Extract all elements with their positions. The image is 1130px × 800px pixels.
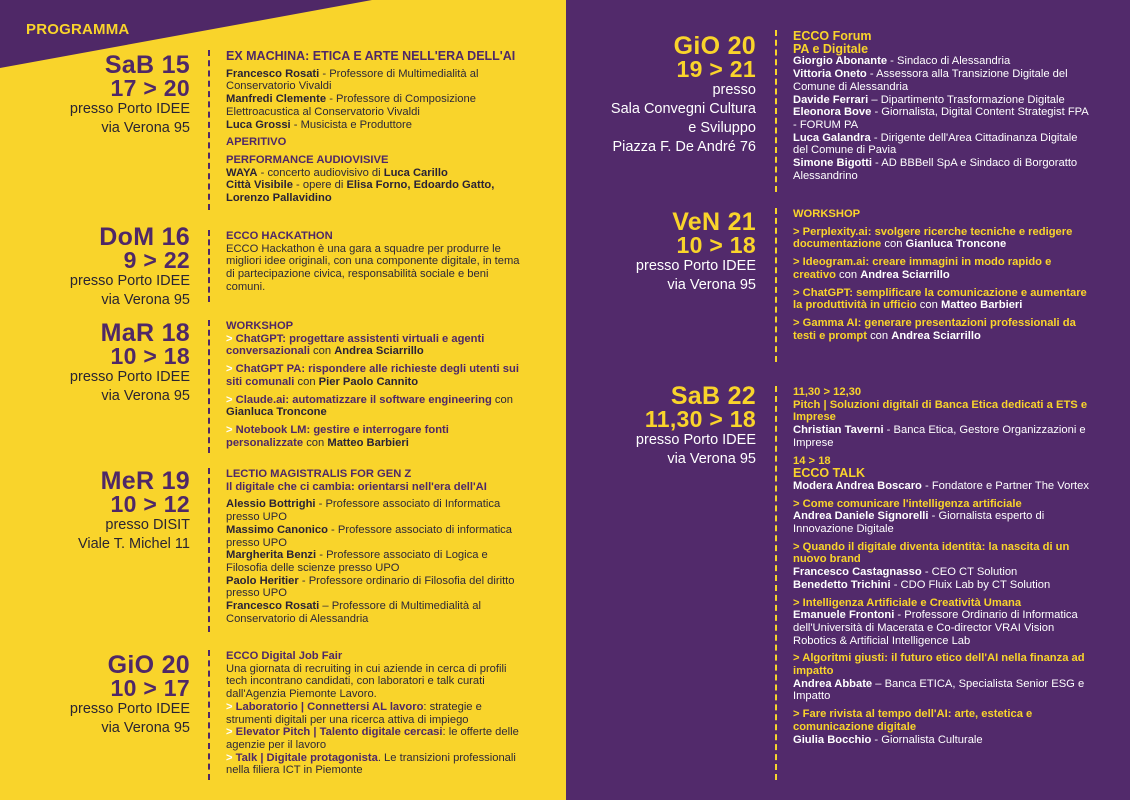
date-ven-21 — [636, 210, 756, 295]
speaker-name: Christian Taverni — [793, 424, 884, 437]
location-line: via Verona 95 — [101, 388, 190, 404]
author-name: Luca Carillo — [383, 166, 448, 179]
event-title: ECCO HACKATHON — [226, 230, 333, 242]
time-label: 9 > 22 — [123, 247, 190, 273]
location-line: Sala Convegni Cultura — [610, 101, 756, 117]
location-line: presso Porto IDEE — [69, 701, 190, 717]
workshop-title: Notebook LM: gestire e interrogare fonti personalizzate — [226, 423, 449, 449]
talk-item-title: Intelligenza Artificiale e Creatività Umana — [802, 596, 1022, 609]
with-label: con — [491, 393, 513, 406]
workshop-title: Claude.ai: automatizzare il software engineering — [235, 393, 492, 406]
day-label: DoM 16 — [99, 223, 190, 251]
trainer-name: Andrea Sciarrillo — [891, 329, 981, 342]
speaker-name: Alessio Bottrighi — [226, 498, 316, 511]
speaker-name: Francesco Rosati — [226, 600, 320, 613]
speaker-role: – Banca ETICA, Specialista Senior ESG e Impatto — [793, 677, 1085, 703]
event-description: Una giornata di recruiting in cui aziende in cerca di profili tech incontrano candidati, con laboratori e talk curati dall'Agenzia Piemonte Lavoro. — [226, 662, 507, 701]
location-line: via Verona 95 — [101, 292, 190, 308]
date-dom-16 — [70, 225, 190, 310]
talk-item: > Come comunicare l'intelligenza artificiale Andrea Daniele Signorelli - Giornalista esperto di Innovazione Digitale — [793, 497, 1045, 536]
location-line: presso Porto IDEE — [635, 258, 756, 274]
aperitivo-label: APERITIVO — [226, 136, 287, 149]
item-text: . Le transizioni professionali nella filiera ICT in Piemonte — [226, 751, 516, 777]
date-gio-20-job-fair — [70, 653, 190, 738]
location-line: via Verona 95 — [101, 120, 190, 136]
date-mar-18 — [70, 321, 190, 406]
speaker-name: Francesco Rosati — [226, 67, 320, 80]
performer-name: Città Visibile — [226, 179, 293, 192]
workshop-item: > ChatGPT PA: rispondere alle richieste degli utenti sui siti comunali con Pier Paolo Cannito — [226, 363, 519, 388]
event-title: ECCO Forum — [793, 29, 872, 43]
date-mer-19 — [78, 469, 190, 554]
workshop-title: Gamma AI: generare presentazioni professionali da testi e prompt — [793, 316, 1076, 342]
speaker-role: - Giornalista Culturale — [871, 733, 983, 746]
event-title: EX MACHINA: ETICA E ARTE NELL'ERA DELL'AI — [226, 49, 516, 63]
location-line: via Verona 95 — [101, 720, 190, 736]
with-label: con — [916, 299, 941, 312]
performances — [226, 154, 526, 205]
workshop-item: > ChatGPT: progettare assistenti virtuali e agenti conversazionali con Andrea Sciarrillo — [226, 332, 485, 358]
speaker-name: Simone Bigotti — [793, 157, 872, 170]
speaker-role: - CDO Fluix Lab by CT Solution — [890, 578, 1051, 591]
time-label: 10 > 18 — [110, 343, 190, 369]
workshop-title: Perplexity.ai: svolgere ricerche tecniche e redigere documentazione — [793, 225, 1073, 251]
performer-name: WAYA — [226, 166, 258, 179]
with-label: con — [294, 375, 319, 388]
workshop-title: ChatGPT: progettare assistenti virtuali e agenti conversazionali — [226, 332, 485, 358]
event-workshop-18 — [208, 320, 526, 453]
trainer-name: Pier Paolo Cannito — [318, 375, 419, 388]
speaker-role: - Professore associato di Logica e Filosofia delle scienze presso UPO — [226, 549, 488, 574]
speaker-name: Massimo Canonico — [226, 523, 328, 536]
speaker-role: - Banca Etica, Gestore Organizzazioni e Imprese — [793, 424, 1086, 449]
workshop-item: > Ideogram.ai: creare immagini in modo rapido e creativo con Andrea Sciarrillo — [793, 256, 1052, 281]
speaker-role: - Professore di Composizione Elettroacustica al Conservatorio Vivaldi — [226, 93, 476, 118]
workshop-item: > Claude.ai: automatizzare il software engineering con Gianluca Troncone — [226, 393, 513, 419]
event-sab-22 — [775, 386, 1089, 780]
location-line: presso Porto IDEE — [69, 273, 190, 289]
programme-heading: PROGRAMMA — [26, 21, 130, 38]
location-line: presso Porto IDEE — [69, 369, 190, 385]
speaker-name: Davide Ferrari — [793, 93, 869, 106]
location-line: presso — [712, 82, 756, 98]
speaker-role: - Assessora alla Transizione Digitale del Comune di Alessandria — [793, 68, 1068, 93]
author-name: Elisa Forno, Edoardo Gatto, Lorenzo Pallavidino — [226, 179, 495, 205]
location-line: Piazza F. De André 76 — [612, 139, 756, 155]
item-title: Laboratorio | Connettersi AL lavoro — [235, 700, 424, 713]
location-line: presso Porto IDEE — [69, 101, 190, 117]
speakers — [226, 498, 526, 625]
speaker-role: - AD BBBell SpA e Sindaco di Borgoratto Alessandrino — [793, 157, 1078, 182]
speaker-role: – Professore di Multimedialità al Conservatorio di Alessandria — [226, 600, 481, 625]
speaker-role: - Professore di Multimedialità al Conservatorio Vivaldi — [226, 67, 479, 93]
speaker-role: - Professore ordinario di Filosofia del diritto presso UPO — [226, 574, 515, 600]
time-label: 11,30 > 18 — [644, 406, 756, 432]
time-label: 10 > 18 — [676, 232, 756, 258]
trainer-name: Gianluca Troncone — [226, 406, 327, 419]
speaker-name: Manfredi Clemente — [226, 93, 327, 106]
trainer-name: Andrea Sciarrillo — [860, 268, 950, 281]
event-subtitle: PA e Digitale — [793, 41, 869, 56]
day-label: MaR 18 — [100, 319, 190, 347]
day-label: SaB 22 — [670, 382, 756, 410]
speaker-name: Andrea Daniele Signorelli — [793, 510, 929, 523]
speaker-name: Eleonora Bove — [793, 106, 872, 119]
day-label: GiO 20 — [673, 32, 756, 60]
event-subtitle: Il digitale che ci cambia: orientarsi nell'era dell'AI — [226, 480, 487, 493]
location-line: e Sviluppo — [688, 120, 756, 136]
speaker-name: Benedetto Trichini — [793, 578, 891, 591]
pitch-title: Pitch | Soluzioni digitali di Banca Etica dedicati a ETS e Imprese — [793, 398, 1088, 424]
time-label: 10 > 17 — [110, 675, 190, 701]
performance-text: - concerto audiovisivo di — [257, 166, 384, 179]
date-sab-22 — [636, 384, 756, 469]
job-fair-item: > Laboratorio | Connettersi AL lavoro: strategie e strumenti digitali per una ricerca attiva di impiego — [226, 700, 482, 726]
workshop-title: ChatGPT PA: rispondere alle richieste degli utenti sui siti comunali — [226, 363, 519, 388]
location-line: Viale T. Michel 11 — [77, 536, 190, 552]
workshop-item: > Notebook LM: gestire e interrogare fonti personalizzate con Matteo Barbieri — [226, 423, 449, 449]
trainer-name: Matteo Barbieri — [940, 299, 1023, 312]
date-sab-15 — [70, 53, 190, 138]
speaker-role: - Professore Ordinario di Informatica dell'Università di Macerata e Co-director VRAI Vision Robotics & Artificial Intelligence Lab — [793, 609, 1078, 647]
date-gio-20-forum — [611, 34, 756, 157]
event-forum — [775, 30, 1089, 192]
with-label: con — [881, 238, 906, 251]
trainer-name: Gianluca Troncone — [905, 238, 1007, 251]
with-label: con — [303, 436, 328, 449]
day-label: GiO 20 — [107, 651, 190, 679]
performance-heading: PERFORMANCE AUDIOVISIVE — [226, 153, 389, 166]
talk-item: > Quando il digitale diventa identità: la nascita di un nuovo brand Francesco Castagnasso - CEO CT Solution Benedetto Trichini - CDO Fluix Lab by CT Solution — [793, 540, 1070, 591]
talk-item-title: Quando il digitale diventa identità: la nascita di un nuovo brand — [793, 540, 1070, 566]
with-label: con — [866, 329, 892, 342]
speaker-name: Margherita Benzi — [226, 549, 317, 562]
item-text: : strategie e strumenti digitali per una ricerca attiva di impiego — [226, 700, 482, 726]
talk-item-title: Fare rivista al tempo dell'AI: arte, estetica e comunicazione digitale — [793, 708, 1033, 733]
speaker-role: - Professore associato di informatica presso UPO — [226, 523, 513, 549]
talk-item-title: Come comunicare l'intelligenza artificiale — [802, 497, 1022, 510]
time-label: 17 > 20 — [110, 75, 190, 101]
job-fair-item: > Talk | Digitale protagonista. Le transizioni professionali nella filiera ICT in Piemonte — [226, 751, 516, 777]
speaker-role: - Giornalista esperto di Innovazione Digitale — [793, 510, 1045, 536]
speaker-role: - Sindaco di Alessandria — [887, 55, 1011, 68]
workshop-item: > Gamma AI: generare presentazioni professionali da testi e prompt con Andrea Sciarrillo — [793, 316, 1076, 342]
talk-item-title: Algoritmi giusti: il futuro etico dell'AI nella finanza ad impatto — [793, 652, 1085, 678]
workshop-item: > ChatGPT: semplificare la comunicazione e aumentare la produttività in ufficio con Matteo Barbieri — [793, 286, 1087, 312]
speaker-role: - Giornalista, Digital Content Strategist FPA - FORUM PA — [793, 106, 1089, 131]
event-title: LECTIO MAGISTRALIS FOR GEN Z — [226, 468, 412, 480]
talk-item: > Algoritmi giusti: il futuro etico dell'AI nella finanza ad impatto Andrea Abbate – Banca ETICA, Specialista Senior ESG e Impatto — [793, 652, 1085, 703]
slot-time: 11,30 > 12,30 — [793, 386, 862, 398]
event-lectio — [208, 468, 526, 632]
workshop-title: Ideogram.ai: creare immagini in modo rapido e creativo — [793, 256, 1052, 281]
day-label: VeN 21 — [672, 208, 756, 236]
speaker-name: Luca Galandra — [793, 131, 871, 144]
location-line: presso DISIT — [105, 517, 190, 533]
speaker-name: Giorgio Abonante — [793, 55, 888, 68]
speaker-name: Luca Grossi — [226, 118, 291, 131]
event-workshop-21 — [775, 208, 1089, 362]
talk-item: > Intelligenza Artificiale e Creatività Umana Emanuele Frontoni - Professore Ordinario di Informatica dell'Università di Macerata e Co-director VRAI Vision Robotics & Artificial Intelligence Lab — [793, 596, 1078, 647]
event-description: ECCO Hackathon è una gara a squadre per produrre le migliori idee originali, con una componente digitale, in tema di partecipazione civica, responsabilità sociale e beni comuni. — [226, 242, 520, 293]
speaker-name: Paolo Heritier — [226, 574, 299, 587]
talk-title: ECCO TALK — [793, 466, 865, 481]
item-title: Elevator Pitch | Talento digitale cercasi — [235, 726, 443, 739]
moderator-role: - Fondatore e Partner The Vortex — [921, 479, 1089, 492]
speaker-role: – Dipartimento Trasformazione Digitale — [868, 93, 1065, 106]
with-label: con — [835, 268, 861, 281]
event-hackathon — [208, 230, 526, 302]
performance-text: - opere di — [292, 179, 347, 192]
job-fair-item: > Elevator Pitch | Talento digitale cercasi: le offerte delle agenzie per il lavoro — [226, 726, 519, 751]
event-title: WORKSHOP — [793, 208, 861, 220]
time-label: 19 > 21 — [676, 56, 756, 82]
speaker-role: - Dirigente dell'Area Cittadinanza Digitale del Comune di Pavia — [793, 131, 1078, 157]
item-title: Talk | Digitale protagonista — [235, 751, 378, 764]
trainer-name: Matteo Barbieri — [327, 436, 409, 449]
moderator-name: Modera Andrea Boscaro — [793, 479, 922, 492]
day-label: SaB 15 — [104, 51, 190, 79]
item-text: : le offerte delle agenzie per il lavoro — [226, 726, 519, 751]
event-title: ECCO Digital Job Fair — [226, 650, 343, 662]
event-title: WORKSHOP — [226, 320, 294, 332]
with-label: con — [309, 345, 335, 358]
location-line: via Verona 95 — [667, 277, 756, 293]
time-label: 10 > 12 — [110, 491, 190, 517]
right-panel — [566, 0, 1130, 800]
workshop-item: > Perplexity.ai: svolgere ricerche tecniche e redigere documentazione con Gianluca Troncone — [793, 225, 1073, 251]
speakers — [226, 68, 526, 132]
speaker-role: - Professore associato di Informatica presso UPO — [226, 498, 501, 524]
speaker-name: Vittoria Oneto — [793, 68, 867, 81]
location-line: via Verona 95 — [667, 451, 756, 467]
speaker-name: Andrea Abbate — [793, 677, 873, 690]
speaker-name: Giulia Bocchio — [793, 733, 872, 746]
location-line: presso Porto IDEE — [635, 432, 756, 448]
speaker-name: Francesco Castagnasso — [793, 566, 922, 579]
talk-item: > Fare rivista al tempo dell'AI: arte, estetica e comunicazione digitale Giulia Bocchio - Giornalista Culturale — [793, 708, 1033, 746]
trainer-name: Andrea Sciarrillo — [334, 345, 424, 358]
speaker-role: - CEO CT Solution — [921, 566, 1018, 579]
event-job-fair — [208, 650, 526, 780]
day-label: MeR 19 — [100, 467, 190, 495]
workshop-title: ChatGPT: semplificare la comunicazione e aumentare la produttività in ufficio — [793, 286, 1087, 312]
speaker-name: Emanuele Frontoni — [793, 609, 895, 622]
slot-time: 14 > 18 — [793, 454, 831, 467]
speaker-role: - Musicista e Produttore — [290, 118, 412, 131]
event-ex-machina — [208, 50, 526, 210]
